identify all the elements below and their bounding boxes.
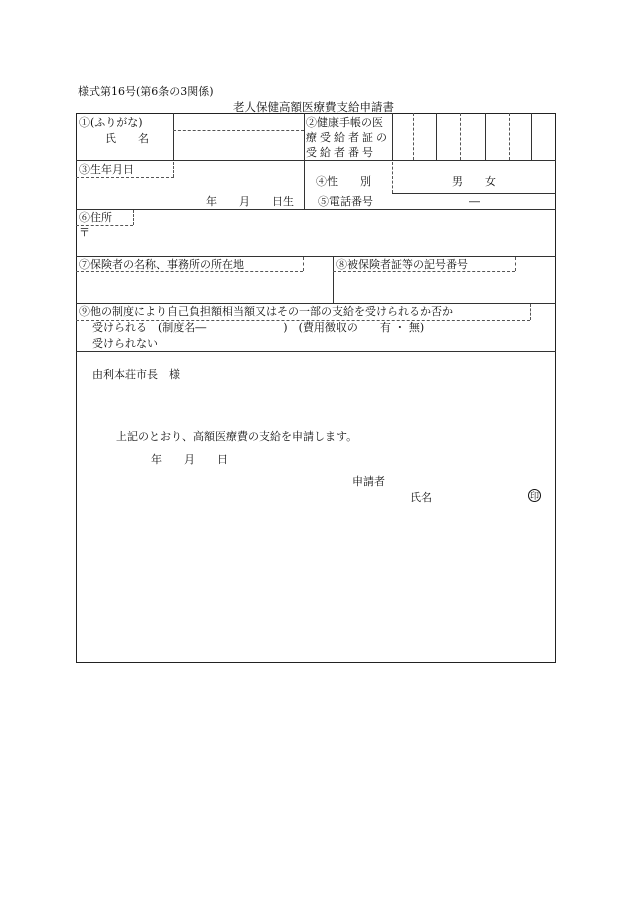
rule-cert-divider bbox=[304, 113, 305, 160]
dotted-birth-label-box bbox=[76, 177, 174, 178]
birth-date-label: ③生年月日 bbox=[79, 163, 134, 176]
furigana-label: ①(ふりがな) bbox=[79, 116, 143, 129]
insured-card-label: ⑧被保険者証等の記号番号 bbox=[336, 258, 468, 271]
birth-date-suffix: 年 月 日生 bbox=[206, 195, 294, 208]
cert-number-field[interactable] bbox=[393, 114, 555, 159]
rule-row5-bottom bbox=[76, 351, 556, 352]
form-frame bbox=[76, 113, 556, 663]
applicant-name-field[interactable] bbox=[434, 488, 524, 504]
address-field[interactable] bbox=[90, 226, 550, 254]
dotted-furigana-line bbox=[173, 130, 304, 131]
dotted-birth-label-side bbox=[173, 162, 174, 177]
dotted-address-label-side bbox=[133, 210, 134, 225]
rule-row4-bottom bbox=[76, 303, 556, 304]
cert-label-line1: ②健康手帳の医 bbox=[306, 116, 383, 129]
dotted-insurer-label-side bbox=[303, 257, 304, 271]
application-date[interactable]: 年 月 日 bbox=[151, 453, 228, 466]
dotted-insured-label-side bbox=[515, 257, 516, 271]
rule-row2-bottom bbox=[76, 209, 556, 210]
rule-row1-bottom bbox=[76, 160, 556, 161]
name-field[interactable] bbox=[173, 132, 304, 160]
rule-insurer-divider bbox=[333, 256, 334, 303]
dotted-sex-divider bbox=[392, 162, 393, 193]
name-label: 氏 名 bbox=[105, 132, 149, 145]
dotted-other-label-side bbox=[530, 304, 531, 320]
form-title: 老人保健高額医療費支給申請書 bbox=[233, 100, 394, 114]
application-statement: 上記のとおり、高額医療費の支給を申請します。 bbox=[116, 430, 358, 443]
seal-icon: 印 bbox=[528, 489, 541, 502]
rule-birth-divider bbox=[304, 160, 305, 209]
dotted-insurer-label-box bbox=[76, 271, 303, 272]
dotted-insured-label-box bbox=[333, 271, 515, 272]
applicant-label: 申請者 bbox=[352, 475, 385, 488]
cert-label-line3: 受給者番号 bbox=[306, 146, 376, 159]
receivable-line[interactable]: 受けられる (制度名― ) (費用徴収の 有 ・ 無) bbox=[92, 321, 425, 334]
rule-row3-bottom bbox=[76, 256, 556, 257]
form-number: 様式第16号(第6条の3関係) bbox=[78, 85, 214, 98]
not-receivable-line[interactable]: 受けられない bbox=[92, 337, 158, 350]
addressee: 由利本荘市長 様 bbox=[92, 368, 180, 381]
sex-options[interactable]: 男 女 bbox=[452, 175, 496, 188]
postal-mark-icon: 〒 bbox=[79, 226, 90, 239]
address-label: ⑥住所 bbox=[79, 211, 112, 224]
phone-value[interactable]: ― bbox=[469, 195, 480, 208]
sex-label: ④性 別 bbox=[316, 175, 371, 188]
other-system-label: ⑨他の制度により自己負担額相当額又はその一部の支給を受けられるか否か bbox=[79, 305, 453, 318]
applicant-name-label: 氏名 bbox=[410, 491, 432, 504]
cert-label-line2: 療受給者証の bbox=[306, 131, 390, 144]
phone-label: ⑤電話番号 bbox=[318, 195, 373, 208]
insurer-label: ⑦保険者の名称、事務所の所在地 bbox=[79, 258, 244, 271]
rule-sex-phone bbox=[392, 193, 556, 194]
